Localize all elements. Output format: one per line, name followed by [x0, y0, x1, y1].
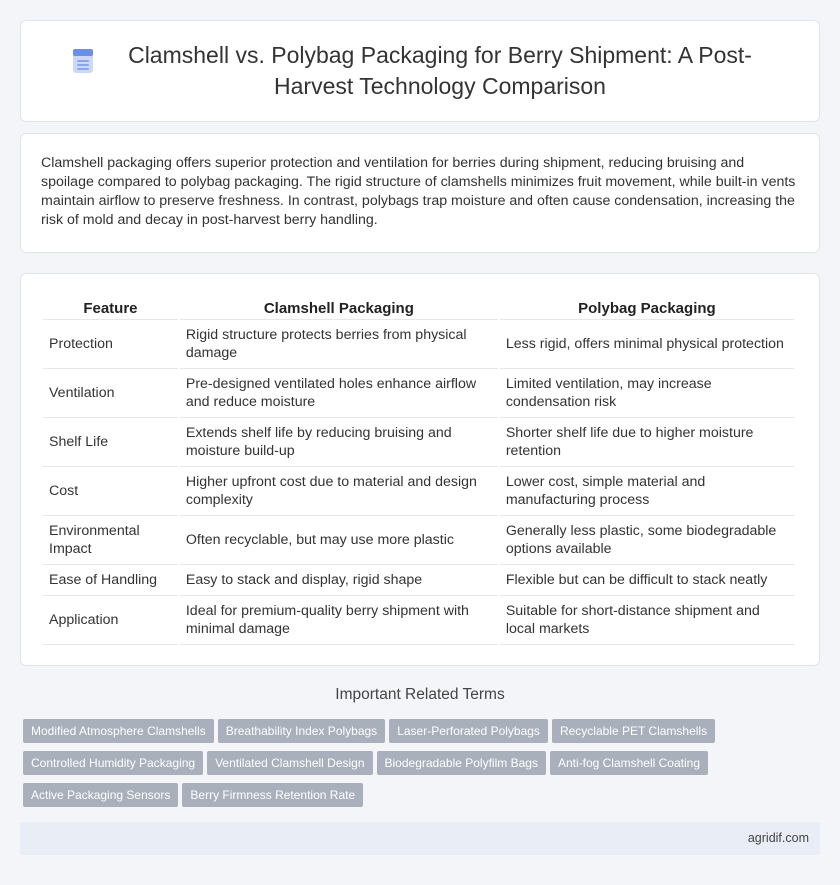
feature-cell: Ventilation — [43, 369, 178, 418]
feature-cell: Shelf Life — [43, 418, 178, 467]
table-row — [43, 320, 794, 369]
related-term-tag[interactable]: Ventilated Clamshell Design — [207, 751, 372, 775]
footer-site-link[interactable]: agridif.com — [747, 831, 809, 845]
table-row — [43, 369, 794, 418]
header-polybag: Polybag Packaging — [500, 294, 794, 320]
related-term-tag[interactable]: Anti-fog Clamshell Coating — [550, 751, 708, 775]
feature-cell: Application — [43, 596, 178, 645]
feature-cell: Ease of Handling — [43, 565, 178, 596]
table-row — [43, 565, 794, 596]
clamshell-cell: Higher upfront cost due to material and design complexity — [180, 467, 498, 516]
table-row — [43, 467, 794, 516]
clamshell-cell: Ideal for premium-quality berry shipment with minimal damage — [180, 596, 498, 645]
clamshell-cell: Easy to stack and display, rigid shape — [180, 565, 498, 596]
footer — [20, 822, 820, 855]
polybag-cell: Limited ventilation, may increase condensation risk — [500, 369, 794, 418]
table-row — [43, 596, 794, 645]
table-row — [43, 516, 794, 565]
feature-cell: Environmental Impact — [43, 516, 178, 565]
related-terms-list — [23, 719, 823, 815]
polybag-cell: Generally less plastic, some biodegradable options available — [500, 516, 794, 565]
polybag-cell: Shorter shelf life due to higher moisture retention — [500, 418, 794, 467]
related-term-tag[interactable]: Biodegradable Polyfilm Bags — [377, 751, 546, 775]
intro-card — [20, 133, 820, 253]
header-feature: Feature — [43, 294, 178, 320]
related-term-tag[interactable]: Controlled Humidity Packaging — [23, 751, 203, 775]
polybag-cell: Suitable for short-distance shipment and local markets — [500, 596, 794, 645]
clamshell-cell: Pre-designed ventilated holes enhance airflow and reduce moisture — [180, 369, 498, 418]
related-term-tag[interactable]: Berry Firmness Retention Rate — [182, 783, 363, 807]
related-term-tag[interactable]: Active Packaging Sensors — [23, 783, 178, 807]
feature-cell: Cost — [43, 467, 178, 516]
header-clamshell: Clamshell Packaging — [180, 294, 498, 320]
related-term-tag[interactable]: Breathability Index Polybags — [218, 719, 385, 743]
clamshell-cell: Extends shelf life by reducing bruising and moisture build-up — [180, 418, 498, 467]
comparison-table — [41, 294, 796, 645]
related-terms-title: Important Related Terms — [335, 686, 505, 703]
related-term-tag[interactable]: Laser-Perforated Polybags — [389, 719, 548, 743]
table-row — [43, 418, 794, 467]
related-term-tag[interactable]: Recyclable PET Clamshells — [552, 719, 715, 743]
table-header-row — [43, 294, 794, 320]
intro-paragraph: Clamshell packaging offers superior protection and ventilation for berries during shipment, reducing bruising and spoilage compared to polybag packaging. The rigid structure of clamshells minimizes fruit movement, while built-in vents maintain airflow to preserve freshness. In contrast, polybags trap moisture and often cause condensation, increasing the risk of mold and decay in post-harvest berry handling. — [41, 155, 796, 228]
comparison-table-card — [20, 273, 820, 666]
polybag-cell: Flexible but can be difficult to stack neatly — [500, 565, 794, 596]
document-icon — [70, 48, 96, 74]
feature-cell: Protection — [43, 320, 178, 369]
polybag-cell: Less rigid, offers minimal physical protection — [500, 320, 794, 369]
related-term-tag[interactable]: Modified Atmosphere Clamshells — [23, 719, 214, 743]
polybag-cell: Lower cost, simple material and manufacturing process — [500, 467, 794, 516]
clamshell-cell: Rigid structure protects berries from physical damage — [180, 320, 498, 369]
header-card — [20, 20, 820, 122]
page-title: Clamshell vs. Polybag Packaging for Berry Shipment: A Post-Harvest Technology Comparison — [128, 42, 752, 99]
clamshell-cell: Often recyclable, but may use more plastic — [180, 516, 498, 565]
